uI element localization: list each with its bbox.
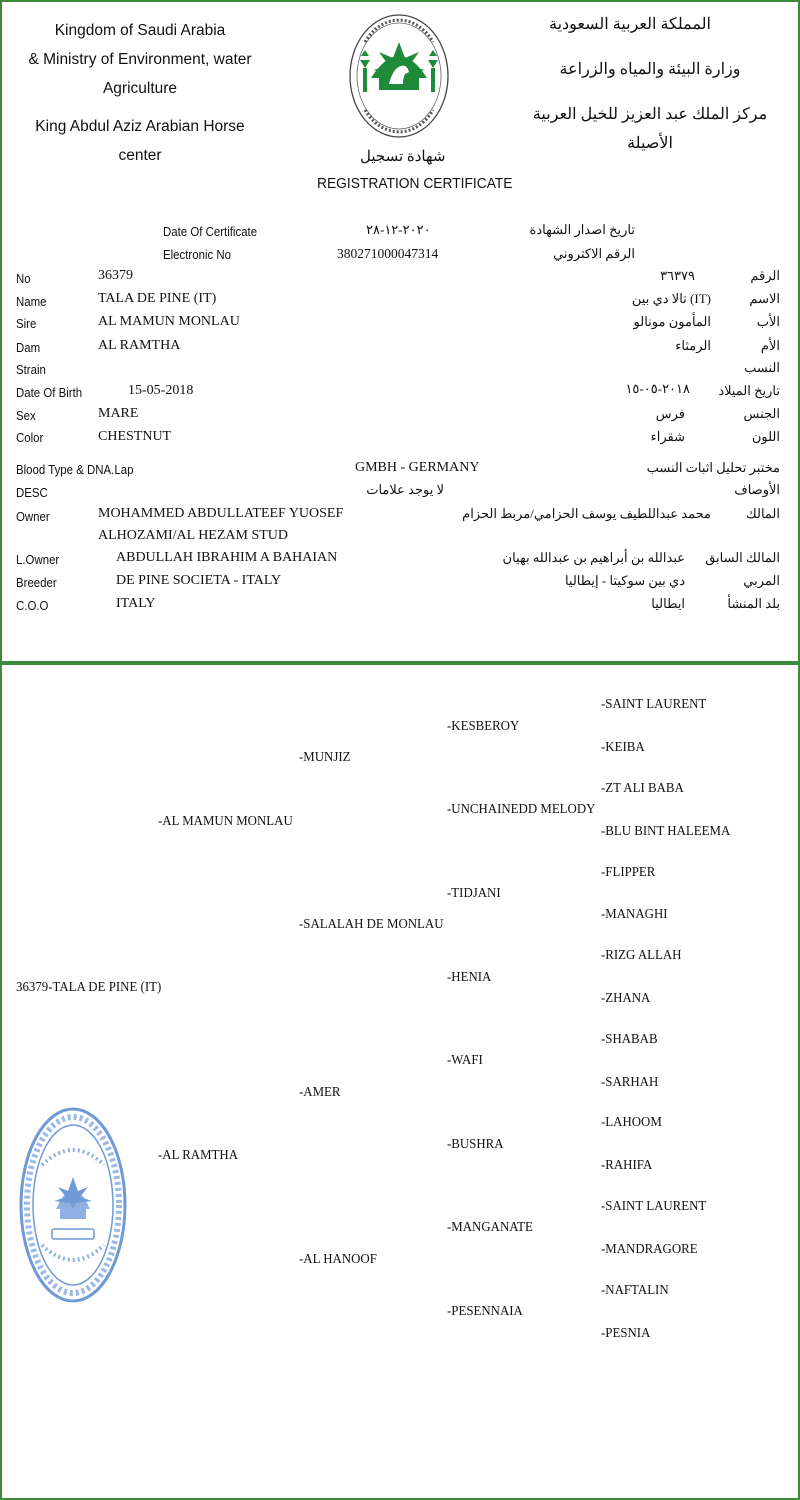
pedigree-gen4: -BLU BINT HALEEMA (601, 824, 731, 839)
sire-value: AL MAMUN MONLAU (98, 314, 240, 329)
pedigree-gen2: -MUNJIZ (299, 750, 351, 765)
pedigree-gen4: -ZT ALI BABA (601, 781, 684, 796)
pedigree-gen4: -FLIPPER (601, 865, 656, 880)
dam-label-ar: الأم (760, 338, 780, 353)
coo-value: ITALY (116, 596, 156, 611)
header-left (20, 16, 260, 170)
pedigree-gen1: -AL RAMTHA (158, 1148, 239, 1163)
sex-label: Sex (16, 408, 36, 423)
pedigree-gen3: -BUSHRA (447, 1137, 504, 1152)
electronic-label: Electronic No (163, 247, 232, 262)
no-value: 36379 (98, 268, 133, 283)
owner-value-ar: محمد عبداللطيف يوسف الحزامي/مربط الحزام (462, 506, 711, 521)
pedigree-gen4: -MANAGHI (601, 907, 668, 922)
title-arabic: شهادة تسجيل (360, 149, 446, 165)
desc-label: DESC (16, 485, 48, 500)
strain-label-ar: النسب (744, 360, 780, 375)
breeder-label-ar: المربي (743, 573, 780, 588)
sire-label: Sire (16, 316, 37, 331)
blood-label-ar: مختبر تحليل اثبات النسب (646, 460, 780, 475)
dob-label-ar: تاريخ الميلاد (718, 383, 780, 398)
pedigree-gen4: -SHABAB (601, 1032, 658, 1047)
pedigree-gen4: -RIZG ALLAH (601, 948, 682, 963)
breeder-value: DE PINE SOCIETA - ITALY (116, 573, 282, 588)
blood-value: GMBH - GERMANY (355, 460, 480, 475)
dam-label: Dam (16, 340, 41, 355)
pedigree-gen3: -HENIA (447, 970, 492, 985)
lowner-value-ar: عبدالله بن أبراهيم بن عبدالله بهيان (502, 550, 685, 565)
owner-value-line1: MOHAMMED ABDULLATEEF YUOSEF (98, 506, 344, 521)
name-value: TALA DE PINE (IT) (98, 291, 217, 306)
owner-label: Owner (16, 509, 50, 524)
coo-label: C.O.O (16, 598, 49, 613)
pedigree-gen4: -PESNIA (601, 1326, 651, 1341)
pedigree-gen4: -SAINT LAURENT (601, 697, 707, 712)
coo-value-ar: ايطاليا (651, 596, 685, 611)
pedigree-root: 36379-TALA DE PINE (IT) (16, 980, 162, 995)
lowner-label-ar: المالك السابق (705, 550, 780, 565)
breeder-value-ar: دي بين سوكيتا - إيطاليا (564, 573, 685, 588)
name-value-ar: (IT) تالا دي بين (631, 291, 711, 306)
sex-value: MARE (98, 406, 139, 421)
pedigree-gen4: -NAFTALIN (601, 1283, 669, 1298)
dob-value-ar: ٢٠١٨-٠٥-١٥ (625, 381, 690, 396)
strain-label: Strain (16, 362, 46, 377)
pedigree-gen3: -KESBEROY (447, 719, 520, 734)
sex-label-ar: الجنس (743, 406, 780, 421)
pedigree-gen2: -AL HANOOF (299, 1252, 377, 1267)
blood-label: Blood Type & DNA.Lap (16, 462, 134, 477)
name-label-ar: الاسم (749, 291, 780, 306)
desc-value-ar: لا يوجد علامات (366, 482, 444, 497)
date-value: ٢٠٢٠-١٢-٢٨ (366, 222, 431, 237)
pedigree-gen4: -SARHAH (601, 1075, 659, 1090)
pedigree-gen4: -RAHIFA (601, 1158, 653, 1173)
sex-value-ar: فرس (655, 406, 685, 421)
sire-value-ar: المأمون مونالو (633, 314, 711, 329)
date-label-ar: تاريخ اصدار الشهادة (529, 222, 635, 237)
electronic-value: 380271000047314 (337, 246, 439, 261)
header-left-line1: Kingdom of Saudi Arabia (54, 22, 226, 39)
pedigree-gen3: -PESENNAIA (447, 1304, 523, 1319)
color-label-ar: اللون (751, 429, 780, 444)
dam-value-ar: الرمثاء (675, 338, 711, 353)
no-value-ar: ٣٦٣٧٩ (660, 268, 695, 283)
title-english: REGISTRATION CERTIFICATE (317, 175, 513, 192)
lowner-value: ABDULLAH IBRAHIM A BAHAIAN (116, 550, 338, 565)
header-right-line1: المملكة العربية السعودية (549, 16, 711, 33)
no-label: No (16, 271, 31, 286)
header-left-line4: King Abdul Aziz Arabian Horse center (35, 118, 245, 164)
pedigree-gen3: -TIDJANI (447, 886, 501, 901)
electronic-label-ar: الرقم الاكتروني (553, 246, 635, 261)
section-divider (0, 661, 800, 665)
breeder-label: Breeder (16, 575, 57, 590)
dob-label: Date Of Birth (16, 385, 83, 400)
dam-value: AL RAMTHA (98, 338, 181, 353)
owner-label-ar: المالك (746, 506, 780, 521)
pedigree-gen3: -MANGANATE (447, 1220, 533, 1235)
pedigree-gen1: -AL MAMUN MONLAU (158, 814, 293, 829)
sire-label-ar: الأب (756, 314, 780, 329)
color-value-ar: شقراء (650, 429, 685, 444)
desc-label-ar: الأوصاف (734, 482, 780, 497)
pedigree-gen4: -ZHANA (601, 991, 651, 1006)
date-label: Date Of Certificate (163, 224, 258, 239)
pedigree-gen4: -LAHOOM (601, 1115, 662, 1130)
header-left-line2: & Ministry of Environment, water (28, 51, 252, 68)
pedigree-gen4: -MANDRAGORE (601, 1242, 698, 1257)
header-right-line2: وزارة البيئة والمياه والزراعة (559, 61, 741, 78)
dob-value: 15-05-2018 (128, 383, 194, 398)
name-label: Name (16, 294, 47, 309)
palm-horse-emblem-icon (347, 12, 451, 140)
registry-stamp-icon (18, 1105, 128, 1305)
header-right (520, 10, 780, 158)
header-right-line3: مركز الملك عبد العزيز للخيل العربية الأصيلة (532, 106, 768, 152)
pedigree-gen2: -SALALAH DE MONLAU (299, 917, 444, 932)
pedigree-gen3: -UNCHAINEDD MELODY (447, 802, 596, 817)
header-left-line3: Agriculture (102, 80, 178, 97)
pedigree-gen3: -WAFI (447, 1053, 483, 1068)
no-label-ar: الرقم (750, 268, 780, 283)
color-label: Color (16, 430, 44, 445)
owner-value-line2: ALHOZAMI/AL HEZAM STUD (98, 528, 289, 543)
pedigree-gen4: -KEIBA (601, 740, 645, 755)
pedigree-gen4: -SAINT LAURENT (601, 1199, 707, 1214)
pedigree-gen2: -AMER (299, 1085, 341, 1100)
color-value: CHESTNUT (98, 429, 172, 444)
coo-label-ar: بلد المنشأ (727, 596, 780, 611)
lowner-label: L.Owner (16, 552, 60, 567)
